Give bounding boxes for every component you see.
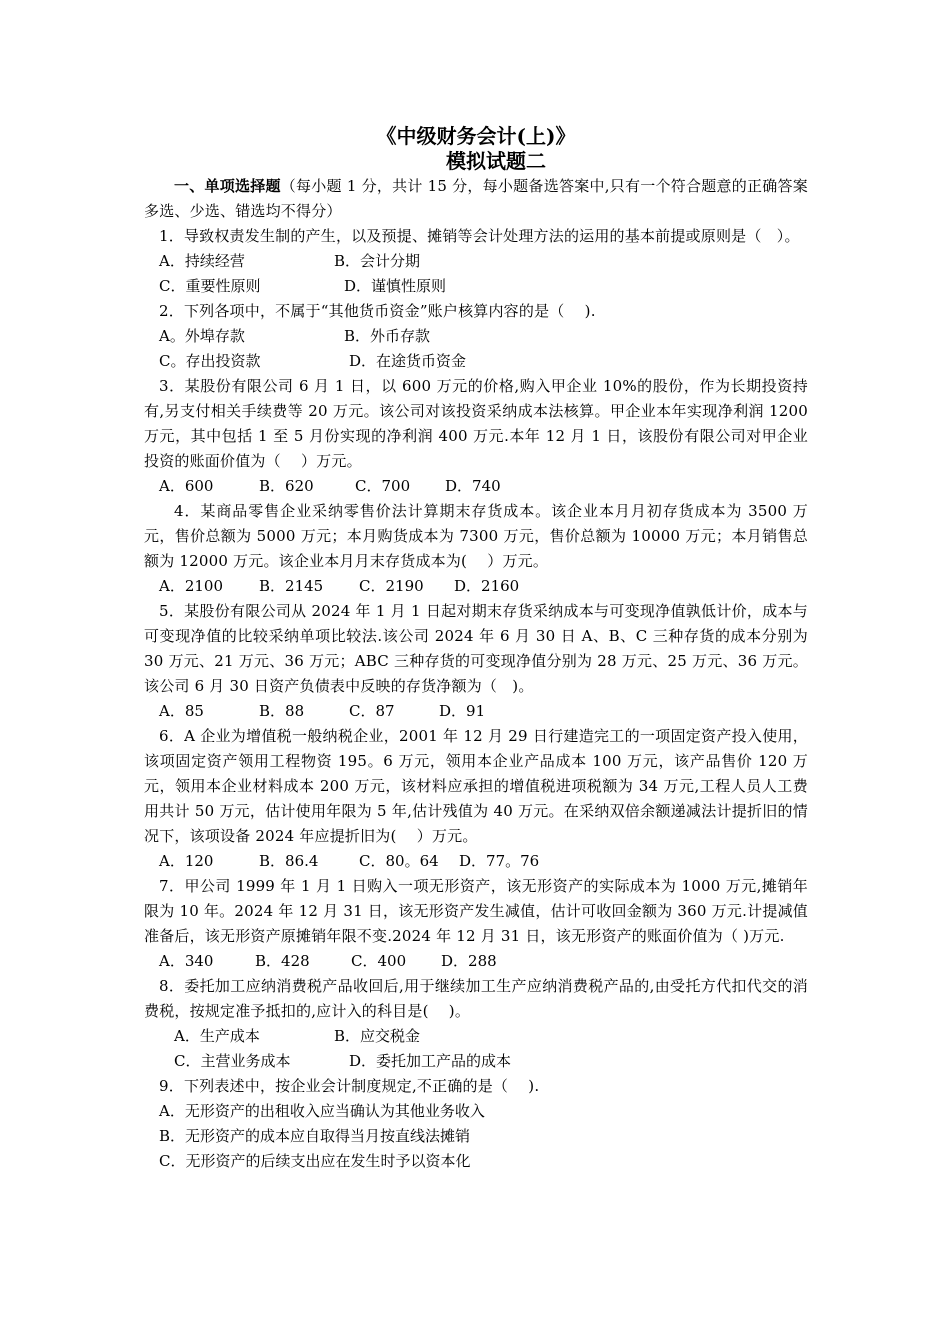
question-1-options-row-2: [144, 274, 808, 299]
document-page: [144, 124, 808, 1174]
question-6-stem: 6．A 企业为增值税一般纳税企业，2001 年 12 月 29 日行建造完工的一项固定资产投入使用，该项固定资产领用工程物资 195。6 万元，领用本企业产品成本 100 万元，该产品售价 120 万元，领用本企业材料成本 200 万元，该材料应承担的增值税进项税额为 34 万元,工程人员人工费用共计 50 万元，估计使用年限为 5 年,估计残值为 40 万元。在采纳双倍余额递减法计提折旧的情况下，该项设备 2024 年应提折旧为( ）万元。: [144, 727, 808, 845]
option-a: A．340: [159, 952, 214, 970]
option-c: C．主营业务成本: [174, 1052, 291, 1070]
question-5-stem: 5．某股份有限公司从 2024 年 1 月 1 日起对期末存货采纳成本与可变现净值孰低计价，成本与可变现净值的比较采纳单项比较法.该公司 2024 年 6 月 30 日 A、B、C 三种存货的成本分别为 30 万元、21 万元、36 万元；ABC 三种存货的可变现净值分别为 28 万元、25 万元、36 万元。该公司 6 月 30 日资产负债表中反映的存货净额为（ )。: [144, 602, 808, 695]
option-a: A．2100: [159, 577, 224, 595]
option-a: A．85: [159, 702, 204, 720]
option-c: C．87: [349, 702, 395, 720]
question-8-stem: 8．委托加工应纳消费税产品收回后,用于继续加工生产应纳消费税产品的,由受托方代扣代交的消费税，按规定准予抵扣的,应计入的科目是( )。: [144, 977, 808, 1020]
option-a: A。外埠存款: [159, 327, 245, 345]
question-4-stem: 4．某商品零售企业采纳零售价法计算期末存货成本。该企业本月月初存货成本为 3500 万元，售价总额为 5000 万元；本月购货成本为 7300 万元，售价总额为 10000 万元；本月销售总额为 12000 万元。该企业本月月末存货成本为( ）万元。: [144, 502, 808, 570]
option-c: C．无形资产的后续支出应在发生时予以资本化: [159, 1152, 471, 1170]
option-b: B．会计分期: [334, 252, 421, 270]
option-c: C．80。64: [359, 852, 439, 870]
option-b: B．2145: [259, 577, 324, 595]
option-d: D．谨慎性原则: [344, 277, 447, 295]
option-d: D．2160: [454, 577, 520, 595]
question-9-option-a: [144, 1099, 808, 1124]
option-b: B．外币存款: [344, 327, 431, 345]
option-d: D．委托加工产品的成本: [349, 1052, 512, 1070]
question-7-stem: 7．甲公司 1999 年 1 月 1 日购入一项无形资产，该无形资产的实际成本为 1000 万元,摊销年限为 10 年。2024 年 12 月 31 日，该无形资产发生减值，估计可收回金额为 360 万元.计提减值准备后，该无形资产原摊销年限不变.2024 年 12 月 31 日，该无形资产的账面价值为（ )万元.: [144, 877, 808, 945]
option-a: A．持续经营: [159, 252, 245, 270]
option-a: A．120: [159, 852, 214, 870]
option-a: A．生产成本: [174, 1027, 260, 1045]
option-a: A．600: [159, 477, 214, 495]
question-1-options-row-1: [144, 249, 808, 274]
option-c: C．700: [355, 477, 411, 495]
option-c: C．400: [351, 952, 407, 970]
option-d: D．77。76: [459, 852, 540, 870]
option-b: B．无形资产的成本应自取得当月按直线法摊销: [159, 1127, 471, 1145]
document-title: 《中级财务会计(上)》: [376, 124, 576, 148]
question-7-options: [144, 949, 808, 974]
option-b: B．88: [259, 702, 305, 720]
option-c: C。存出投资款: [159, 352, 261, 370]
option-a: A．无形资产的出租收入应当确认为其他业务收入: [159, 1102, 485, 1120]
option-b: B．86.4: [259, 852, 319, 870]
question-2-stem: 2．下列各项中，不属于“其他货币资金”账户核算内容的是（ ).: [159, 302, 596, 320]
option-d: D．在途货币资金: [349, 352, 467, 370]
document-subtitle: 模拟试题二: [446, 149, 546, 173]
question-4-options: [144, 574, 808, 599]
question-6-options: [144, 849, 808, 874]
option-b: B．428: [255, 952, 310, 970]
question-2-options-row-1: [144, 324, 808, 349]
question-2-options-row-2: [144, 349, 808, 374]
question-9-stem: 9．下列表述中，按企业会计制度规定,不正确的是（ ).: [159, 1077, 540, 1095]
question-1-stem: 1．导致权责发生制的产生，以及预提、摊销等会计处理方法的运用的基本前提或原则是（ ）。: [159, 227, 800, 245]
option-d: D．288: [441, 952, 497, 970]
question-5-options: [144, 699, 808, 724]
option-d: D．91: [439, 702, 486, 720]
question-3-options: [144, 474, 808, 499]
option-b: B．620: [259, 477, 314, 495]
question-3-stem: 3．某股份有限公司 6 月 1 日，以 600 万元的价格,购入甲企业 10%的股份，作为长期投资持有,另支付相关手续费等 20 万元。该公司对该投资采纳成本法核算。甲企业本年实现净利润 1200 万元，其中包括 1 至 5 月份实现的净利润 400 万元.本年 12 月 1 日，该股份有限公司对甲企业投资的账面价值为（ ）万元。: [144, 377, 808, 470]
option-b: B．应交税金: [334, 1027, 421, 1045]
question-9-option-b: [144, 1124, 808, 1149]
section-heading: [144, 174, 808, 224]
section-description: （每小题 1 分，共计 15 分，每小题备选答案中,只有一个符合题意的正确答案多选、少选、错选均不得分）: [144, 177, 808, 220]
section-label: 一、单项选择题: [174, 177, 281, 195]
question-9-option-c: [144, 1149, 808, 1174]
question-8-options-row-2: [144, 1049, 808, 1074]
option-d: D．740: [445, 477, 501, 495]
option-c: C．2190: [359, 577, 424, 595]
option-c: C．重要性原则: [159, 277, 261, 295]
question-8-options-row-1: [144, 1024, 808, 1049]
